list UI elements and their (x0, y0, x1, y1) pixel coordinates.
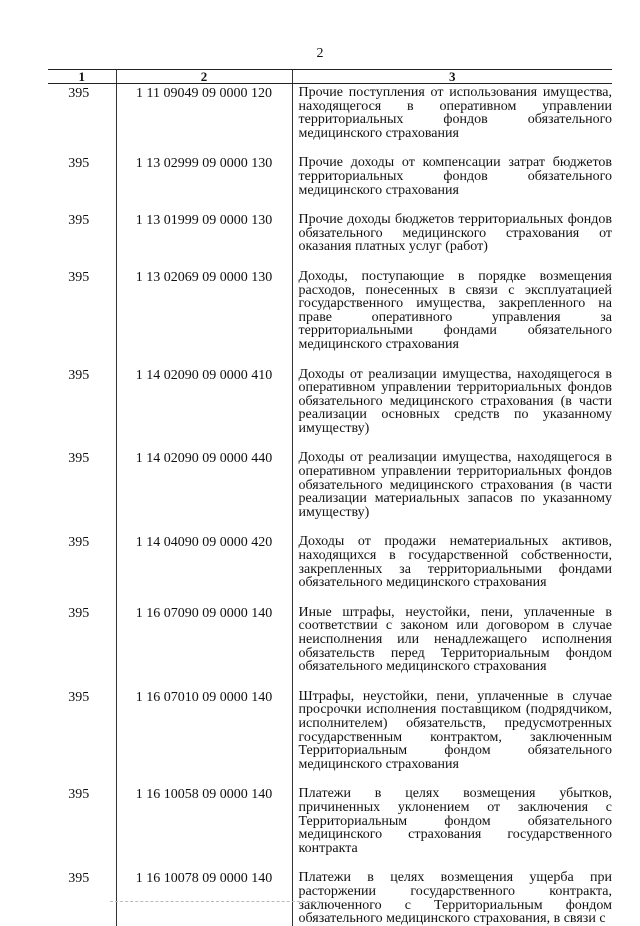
admin-code-cell: 395 (68, 86, 90, 101)
table-row (48, 364, 612, 448)
admin-code-cell: 395 (68, 535, 90, 551)
budget-code-cell: 1 13 02999 09 0000 130 (116, 152, 292, 209)
table-header-row (48, 70, 612, 84)
admin-code-cell: 395 (68, 871, 90, 887)
admin-code-cell: 395 (68, 213, 90, 229)
budget-code-cell: 1 14 02090 09 0000 410 (116, 364, 292, 448)
admin-code-cell: 395 (68, 156, 90, 172)
budget-code-cell: 1 16 07090 09 0000 140 (116, 602, 292, 686)
budget-code-cell: 1 16 10058 09 0000 140 (116, 783, 292, 867)
table-row (48, 209, 612, 266)
column-header-admin: 1 (48, 70, 116, 84)
table-row (48, 867, 612, 925)
admin-code-cell: 395 (68, 787, 90, 803)
table-row (48, 266, 612, 364)
admin-code-cell: 395 (68, 605, 90, 621)
budget-code-cell: 1 13 01999 09 0000 130 (116, 209, 292, 266)
page-number: 2 (316, 46, 324, 61)
revenue-name-cell: Доходы, поступающие в порядке возмещения расходов, понесенных в связи с эксплуатацией государственного имущества, закрепленного на праве оперативного управления за территориальными фондами обязательного медицинского страхования (292, 266, 612, 364)
budget-code-cell: 1 16 10078 09 0000 140 (116, 867, 292, 925)
admin-code-cell: 395 (68, 451, 90, 467)
revenue-codes-table (48, 69, 612, 926)
table-row (48, 783, 612, 867)
revenue-name-cell: Доходы от продажи нематериальных активов, находящихся в государственной собственности, закрепленных за территориальными фондами обязательного медицинского страхования (292, 531, 612, 601)
admin-code-cell: 395 (68, 367, 90, 383)
revenue-name-cell: Прочие поступления от использования имущества, находящегося в оперативном управлении территориальных фондов обязательного медицинского страхования (292, 84, 612, 153)
budget-code-cell: 1 13 02069 09 0000 130 (116, 266, 292, 364)
table-row (48, 447, 612, 531)
revenue-name-cell: Доходы от реализации имущества, находящегося в оперативном управлении территориальных фондов обязательного медицинского страхования (в части реализации основных средств по указанному имуществу) (292, 364, 612, 448)
column-header-code: 2 (116, 70, 292, 84)
admin-code-cell: 395 (68, 689, 90, 705)
revenue-name-cell: Платежи в целях возмещения ущерба при расторжении государственного контракта, заключенного с Территориальным фондом обязательного медицинского страхования, в связи с (292, 867, 612, 925)
scan-edge-artifact (110, 901, 320, 903)
revenue-name-cell: Платежи в целях возмещения убытков, причиненных уклонением от заключения с Территориальным фондом обязательного медицинского страхования государственного контракта (292, 783, 612, 867)
table-row (48, 686, 612, 784)
revenue-name-cell: Прочие доходы бюджетов территориальных фондов обязательного медицинского страхования от оказания платных услуг (работ) (292, 209, 612, 266)
table-row (48, 152, 612, 209)
table-row (48, 602, 612, 686)
table-row (48, 531, 612, 601)
budget-code-cell: 1 14 04090 09 0000 420 (116, 531, 292, 601)
revenue-name-cell: Иные штрафы, неустойки, пени, уплаченные в соответствии с законом или договором в случае неисполнения или ненадлежащего исполнения обязательств перед Территориальным фондом обязательного медицинского страхования (292, 602, 612, 686)
budget-code-cell: 1 16 07010 09 0000 140 (116, 686, 292, 784)
admin-code-cell: 395 (68, 269, 90, 285)
revenue-name-cell: Доходы от реализации имущества, находящегося в оперативном управлении территориальных фондов обязательного медицинского страхования (в части реализации материальных запасов по указанному имуществу) (292, 447, 612, 531)
revenue-name-cell: Прочие доходы от компенсации затрат бюджетов территориальных фондов обязательного медицинского страхования (292, 152, 612, 209)
table-row (48, 84, 612, 153)
revenue-name-cell: Штрафы, неустойки, пени, уплаченные в случае просрочки исполнения поставщиком (подрядчиком, исполнителем) обязательств, предусмотренных государственным контрактом, заключенным Территориальным фондом обязательного медицинского страхования (292, 686, 612, 784)
budget-code-cell: 1 14 02090 09 0000 440 (116, 447, 292, 531)
column-header-name: 3 (292, 70, 612, 84)
budget-code-cell: 1 11 09049 09 0000 120 (116, 84, 292, 153)
